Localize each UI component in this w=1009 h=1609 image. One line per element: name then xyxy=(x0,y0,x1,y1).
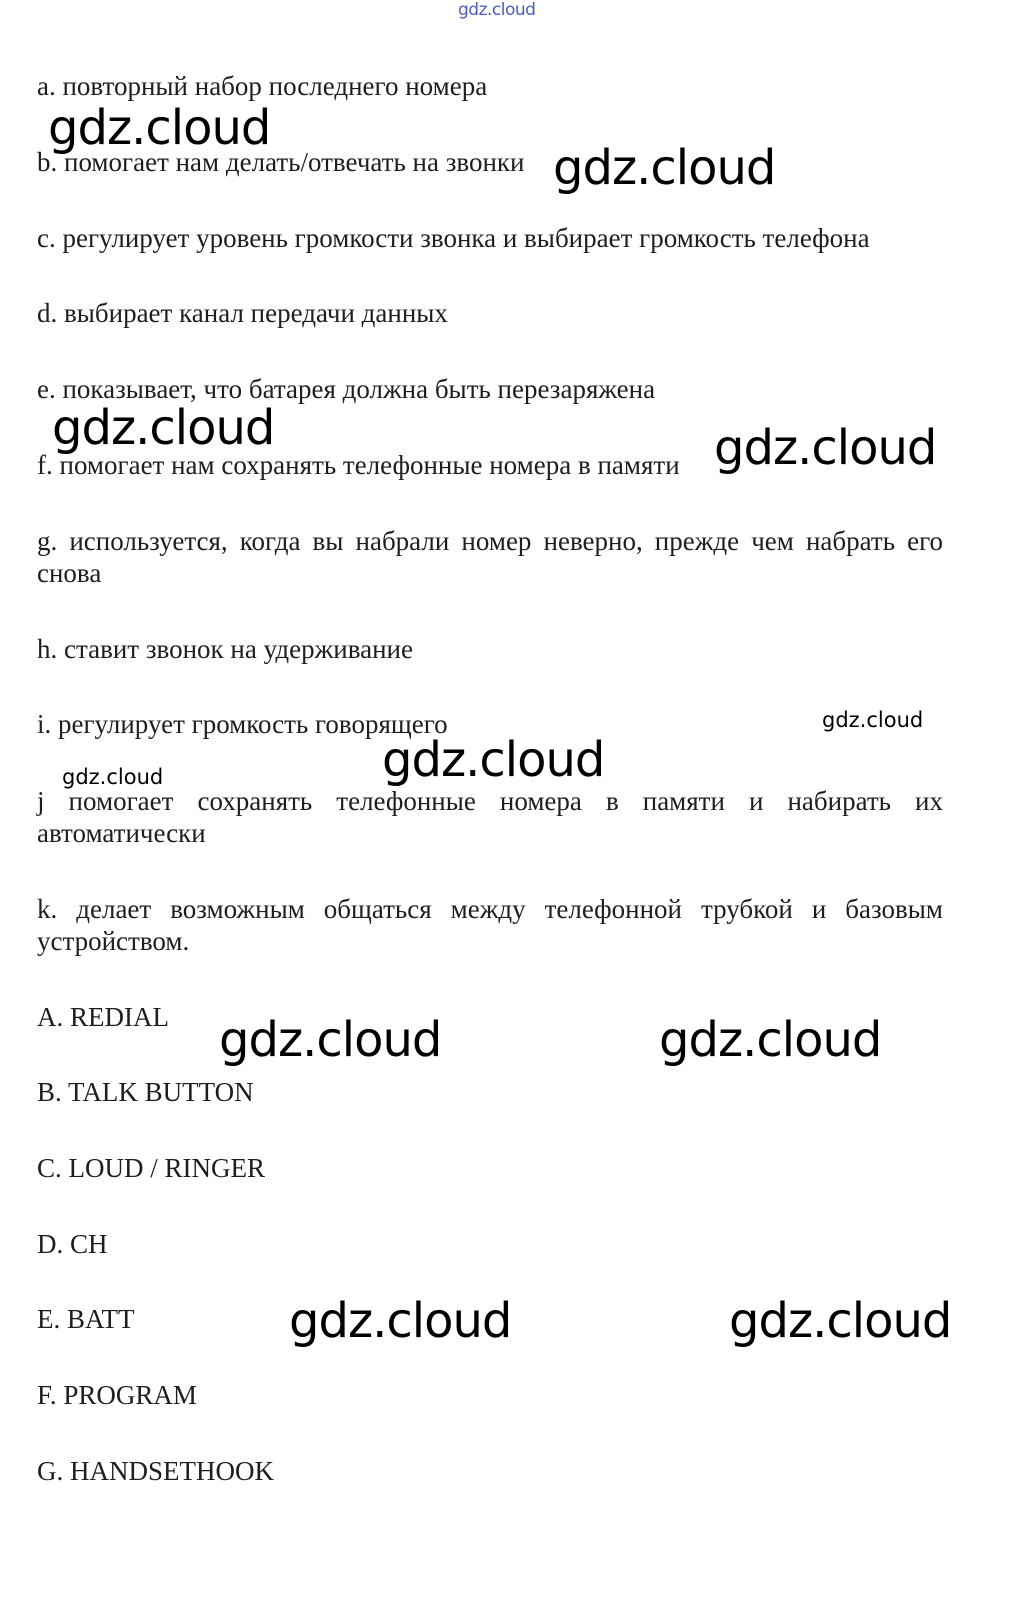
watermark: gdz.cloud xyxy=(822,708,924,732)
definition-d: d. выбирает канал передачи данных xyxy=(37,298,448,328)
answer-g: G. HANDSETHOOK xyxy=(37,1456,274,1486)
watermark: gdz.cloud xyxy=(553,140,776,196)
watermark: gdz.cloud xyxy=(729,1293,952,1349)
watermark: gdz.cloud xyxy=(714,420,937,476)
definition-c: c. регулирует уровень громкости звонка и выбирает громкость телефона xyxy=(37,223,870,253)
definition-h: h. ставит звонок на удерживание xyxy=(37,634,413,664)
watermark: gdz.cloud xyxy=(382,732,605,788)
watermark: gdz.cloud xyxy=(219,1012,442,1068)
definition-i: i. регулирует громкость говорящего xyxy=(37,709,448,739)
answer-e: E. BATT xyxy=(37,1304,135,1334)
watermark: gdz.cloud xyxy=(659,1012,882,1068)
watermark: gdz.cloud xyxy=(48,100,271,156)
answer-b: B. TALK BUTTON xyxy=(37,1077,254,1107)
answer-a: A. REDIAL xyxy=(37,1002,169,1032)
definition-a: a. повторный набор последнего номера xyxy=(37,71,488,101)
definition-b: b. помогает нам делать/отвечать на звонки xyxy=(37,147,525,177)
definition-g: g. используется, когда вы набрали номер неверно, прежде чем набрать его снова xyxy=(37,526,943,588)
answer-c: C. LOUD / RINGER xyxy=(37,1153,265,1183)
definition-j: j помогает сохранять телефонные номера в памяти и набирать их автоматически xyxy=(37,786,943,848)
definition-e: e. показывает, что батарея должна быть перезаряжена xyxy=(37,374,656,404)
definition-f: f. помогает нам сохранять телефонные номера в памяти xyxy=(37,450,680,480)
definition-k: k. делает возможным общаться между телефонной трубкой и базовым устройством. xyxy=(37,894,943,956)
watermark: gdz.cloud xyxy=(62,765,164,789)
watermark: gdz.cloud xyxy=(52,400,275,456)
site-watermark-header: gdz.cloud xyxy=(458,0,536,20)
answer-f: F. PROGRAM xyxy=(37,1380,197,1410)
watermark: gdz.cloud xyxy=(289,1293,512,1349)
answer-d: D. CH xyxy=(37,1229,108,1259)
